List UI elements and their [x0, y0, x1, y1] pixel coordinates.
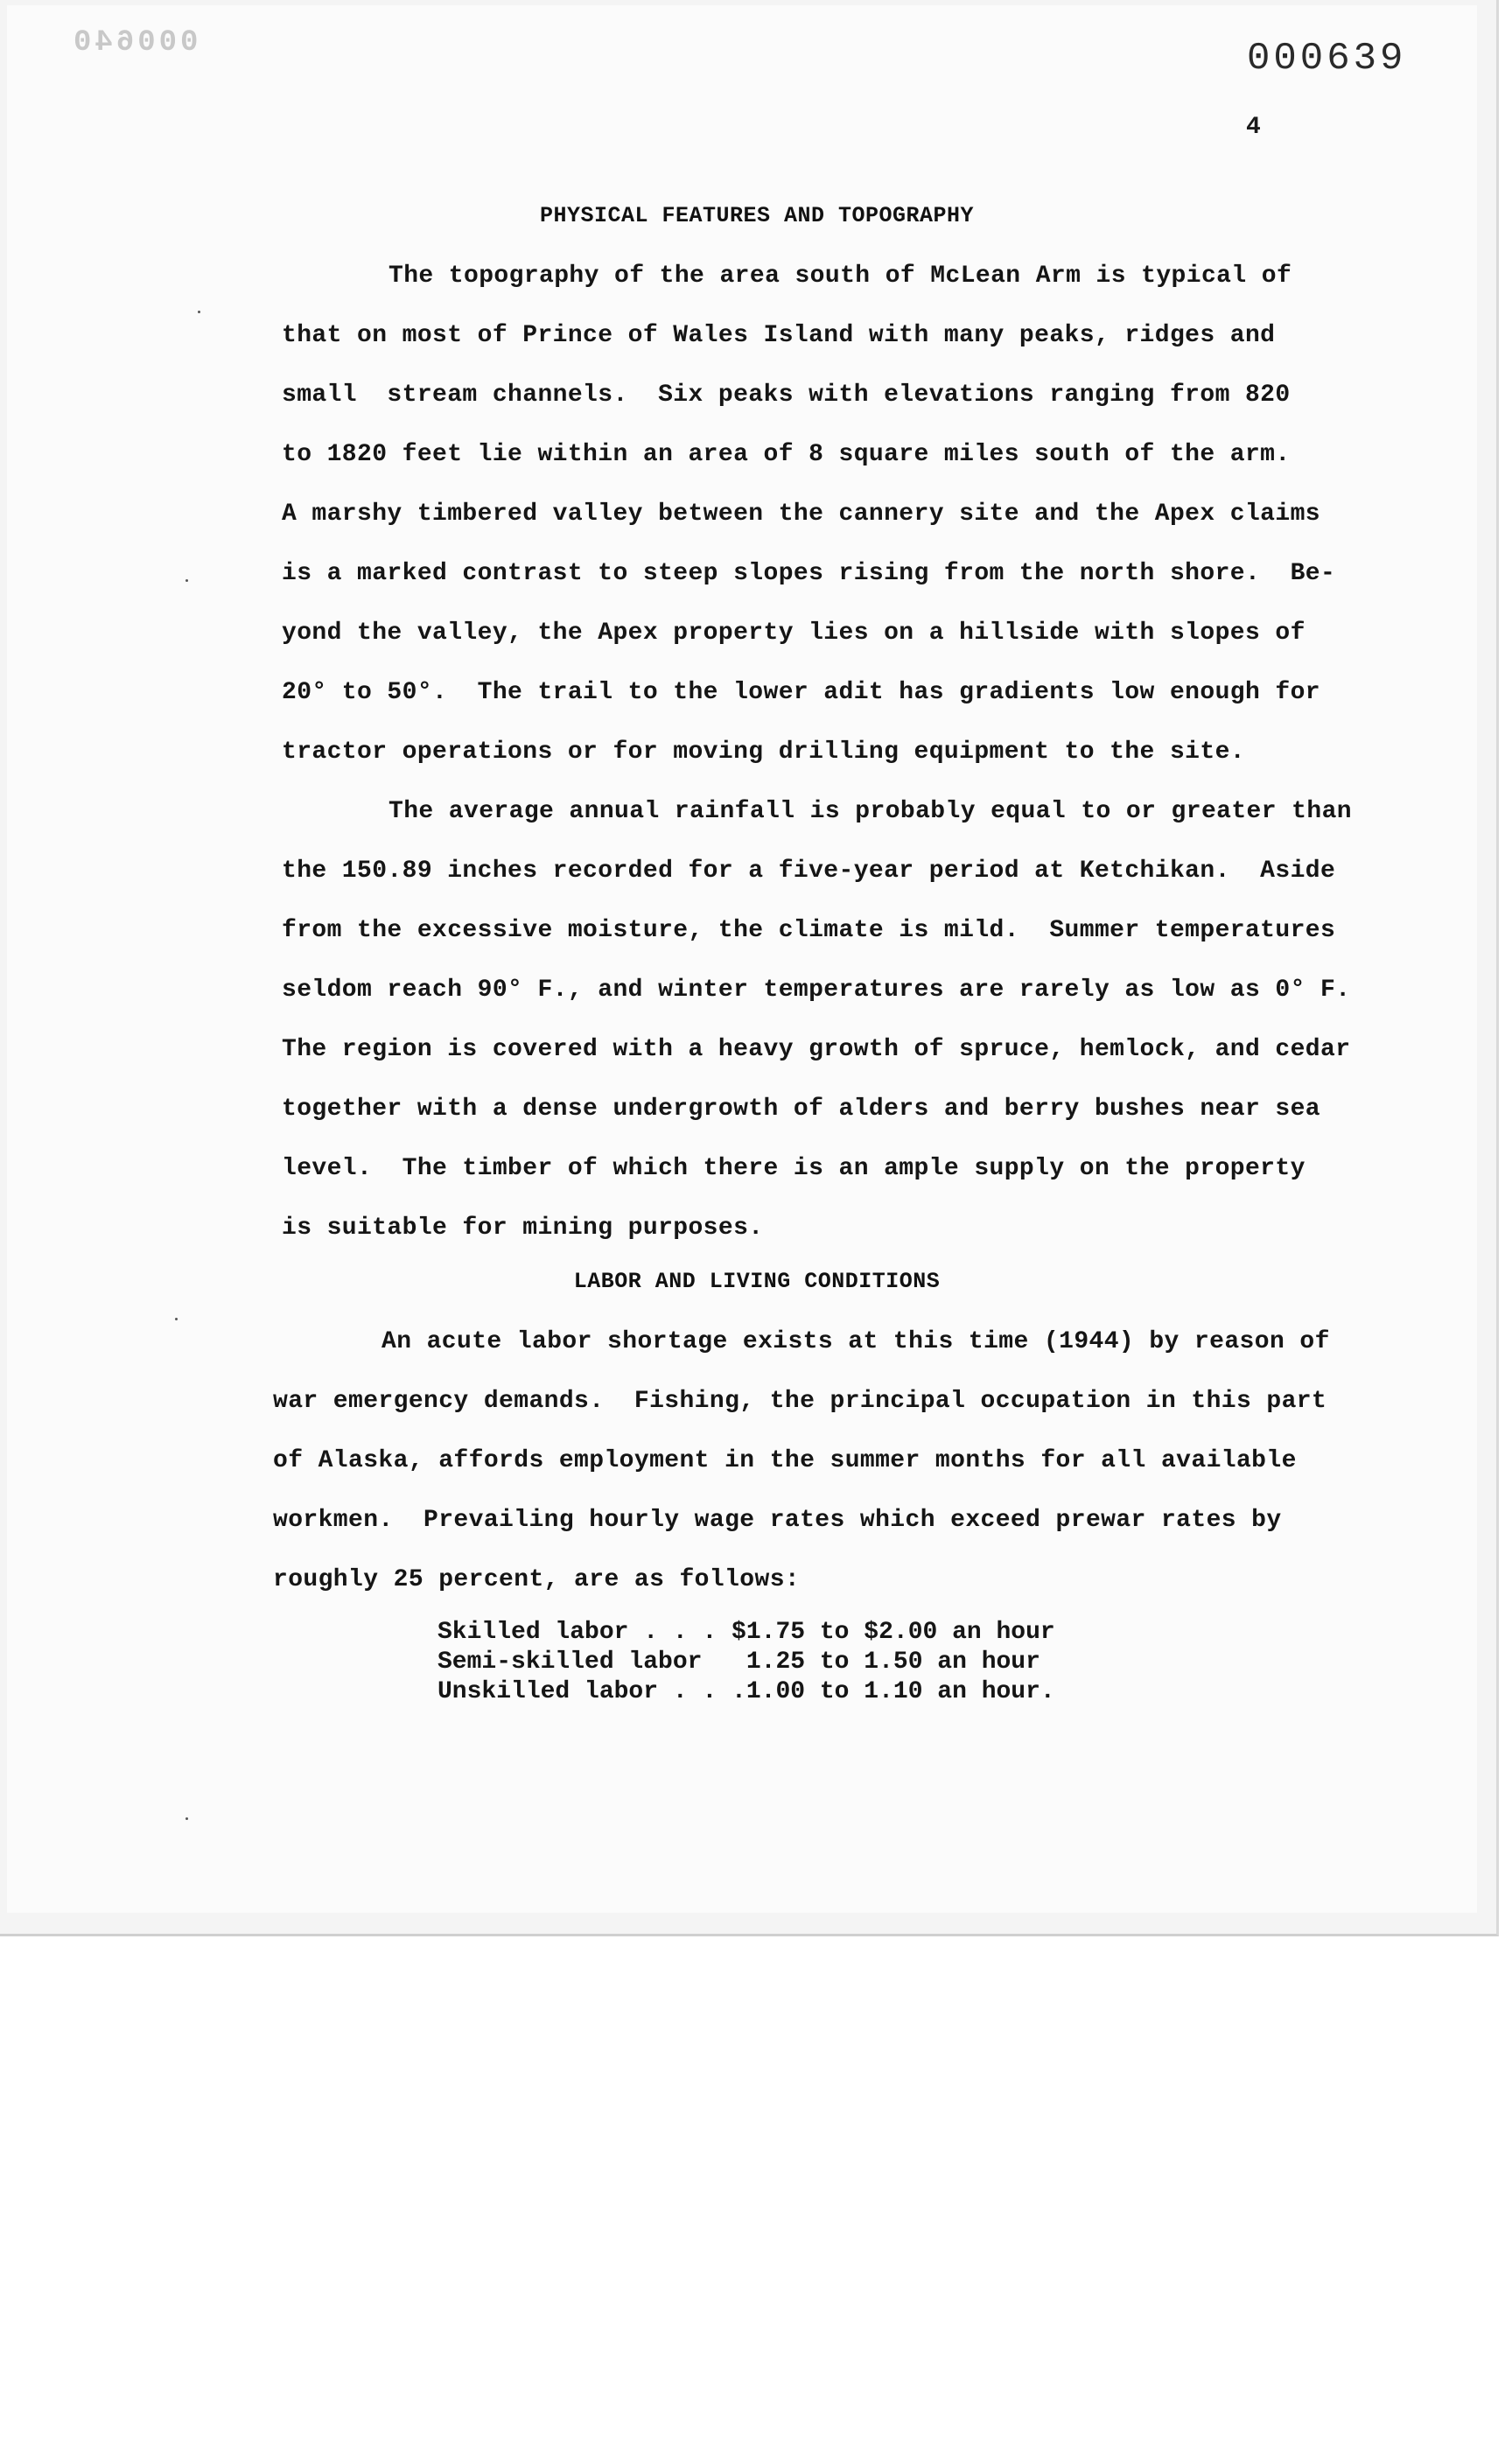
paragraph-line: 20° to 50°. The trail to the lower adit has gradients low enough for	[282, 679, 1320, 706]
paragraph-line: tractor operations or for moving drilling equipment to the site.	[282, 738, 1245, 766]
paragraph-line: The region is covered with a heavy growth of spruce, hemlock, and cedar	[282, 1036, 1351, 1063]
paragraph-line: The average annual rainfall is probably equal to or greater than	[388, 798, 1352, 825]
paragraph-line: the 150.89 inches recorded for a five-year period at Ketchikan. Aside	[282, 858, 1336, 885]
page-number: 4	[1246, 114, 1261, 141]
paragraph-line: that on most of Prince of Wales Island with many peaks, ridges and	[282, 322, 1276, 349]
document-number: 000639	[1247, 37, 1407, 80]
paragraph-line: small stream channels. Six peaks with elevations ranging from 820	[282, 382, 1291, 409]
bleed-through-number: 000640	[70, 26, 199, 60]
paragraph-line: is suitable for mining purposes.	[282, 1214, 764, 1242]
section-heading-labor: LABOR AND LIVING CONDITIONS	[573, 1269, 941, 1294]
paragraph-line: roughly 25 percent, are as follows:	[273, 1566, 801, 1593]
paragraph-line: level. The timber of which there is an ample supply on the property	[282, 1155, 1306, 1182]
scan-speck	[198, 311, 200, 313]
paragraph-line: together with a dense undergrowth of alders and berry bushes near sea	[282, 1096, 1320, 1123]
section-heading-physical-features: PHYSICAL FEATURES AND TOPOGRAPHY	[539, 203, 975, 228]
scan-speck	[186, 1817, 188, 1820]
wage-rate-line: Skilled labor . . . $1.75 to $2.00 an hour	[438, 1619, 1055, 1646]
paragraph-line: from the excessive moisture, the climate is mild. Summer temperatures	[282, 917, 1336, 944]
paragraph-line: is a marked contrast to steep slopes rising from the north shore. Be-	[282, 560, 1336, 587]
paragraph-line: A marshy timbered valley between the cannery site and the Apex claims	[282, 500, 1320, 528]
paragraph-line: The topography of the area south of McLean Arm is typical of	[388, 262, 1292, 290]
paragraph-line: war emergency demands. Fishing, the principal occupation in this part	[273, 1388, 1327, 1415]
wage-rate-line: Unskilled labor . . .1.00 to 1.10 an hour.	[438, 1678, 1055, 1705]
wage-rate-line: Semi-skilled labor 1.25 to 1.50 an hour	[438, 1648, 1040, 1676]
paragraph-line: seldom reach 90° F., and winter temperatures are rarely as low as 0° F.	[282, 976, 1351, 1004]
paragraph-line: yond the valley, the Apex property lies on a hillside with slopes of	[282, 620, 1306, 647]
scan-speck	[186, 579, 188, 582]
paragraph-line: An acute labor shortage exists at this time (1944) by reason of	[382, 1328, 1330, 1355]
paragraph-line: to 1820 feet lie within an area of 8 square miles south of the arm.	[282, 441, 1291, 468]
paragraph-line: of Alaska, affords employment in the summer months for all available	[273, 1447, 1297, 1474]
paragraph-line: workmen. Prevailing hourly wage rates which exceed prewar rates by	[273, 1507, 1282, 1534]
scan-speck	[175, 1318, 178, 1320]
